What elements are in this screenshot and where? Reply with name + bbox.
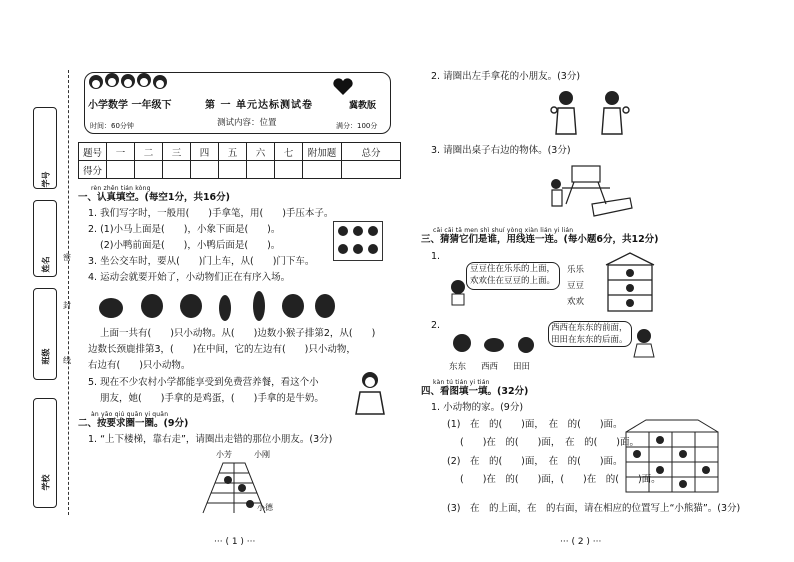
furniture-picture [548,164,634,220]
score-input-cell[interactable] [303,161,342,179]
kids-illustration [86,70,178,100]
score-input-cell[interactable] [163,161,191,179]
side-label-name: 姓名 [41,256,51,273]
binding-char-feng: 封 [63,301,71,310]
sec1-q2a: 2. (1)小马上面是( )，小象下面是( )。 [88,224,281,235]
binding-char-xian: 线 [63,356,71,365]
heart-icon [332,78,354,96]
stairs-name-a: 小芳 [216,450,232,459]
full-score: 满分：100分 [336,122,378,130]
sec4-l2: (2) 在 的( )面， 在 的( )面。 [447,456,623,467]
q1-name-doudou: 豆豆 [567,281,585,291]
sec1-q4c: 右边有( )只小动物。 [88,360,191,371]
test-content: 测试内容：位置 [217,118,277,128]
q2-name-tiantian: 田田 [513,362,531,372]
stairs-name-c: 小德 [257,503,273,512]
sec2-q1: 1. “上下楼梯，靠右走”，请圈出走错的那位小朋友。(3分) [88,434,333,445]
sec4-q1: 1. 小动物的家。(9分) [431,402,524,413]
table-cell: 七 [275,143,303,161]
sec1-q4b: 边数长颈鹿排第3，( )在中间，它的左边有( )只小动物， [88,344,356,355]
score-input-cell[interactable] [107,161,135,179]
side-label-school: 学校 [41,474,51,491]
q2-name-xixi: 西西 [481,362,499,372]
sec2-q2: 2. 请圈出左手拿花的小朋友。(3分) [431,71,581,82]
sec3-q2-number: 2. [431,320,441,331]
class-box [33,288,57,380]
table-cell: 得分 [79,161,107,179]
side-label-class: 班级 [41,348,51,365]
binding-strip [0,0,76,562]
animal-grid-picture [333,221,383,261]
exam-title: 第 一 单元达标测试卷 [205,100,313,111]
score-input-cell[interactable] [191,161,219,179]
score-input-cell[interactable] [275,161,303,179]
table-cell: 二 [135,143,163,161]
sec1-pinyin: rèn zhēn tián kòng [91,185,151,192]
sec1-title: 一、认真填空。(每空1分，共16分) [78,192,231,203]
q2-animals-picture [448,329,540,355]
apartment-building-picture [602,251,658,313]
sec1-q1: 1. 我们写字时，一般用( )手拿笔，用( )手压本子。 [88,208,334,219]
score-table-score-row [79,161,401,179]
animal-house-grid [624,418,720,494]
table-cell: 一 [107,143,135,161]
sec1-q3: 3. 坐公交车时，要从( )门上车，从( )门下车。 [88,256,315,267]
bubble2-line1: 西西在东东的前面， [551,323,628,333]
bubble1-line2: 欢欢住在豆豆的上面。 [470,276,556,286]
table-cell: 六 [247,143,275,161]
sec1-q2b: (2)小鸭前面是( )，小鸭后面是( )。 [100,240,281,251]
sec2-title: 二、按要求圈一圈。(9分) [78,418,189,429]
bubble2-line2: 田田在东东的后面。 [551,335,628,345]
table-cell: 附加题 [303,143,342,161]
table-cell: 总分 [342,143,401,161]
time-limit: 时间：60分钟 [90,122,134,130]
edition-label: 冀教版 [349,101,377,111]
sec3-title: 三、猜猜它们是谁，用线连一连。(每小题6分，共12分) [421,234,659,245]
score-input-cell[interactable] [342,161,401,179]
table-cell: 五 [219,143,247,161]
sec4-l1b: ( )在 的( )面， 在 的( )面。 [460,437,639,448]
page-number-2: 2 [577,537,584,547]
table-cell: 题号 [79,143,107,161]
stairs-name-b: 小刚 [254,450,270,459]
sec4-l1: (1) 在 的( )面， 在 的( )面。 [447,419,623,430]
sec4-l3: (3) 在 的上面，在 的右面，请在相应的位置写上“小熊猫”。(3分) [447,503,741,514]
sec4-title: 四、看图填一填。(32分) [421,386,529,397]
table-cell: 三 [163,143,191,161]
girl-with-food-picture [350,370,390,415]
animal-parade-picture [97,288,337,324]
cat-character-picture [446,278,470,306]
score-input-cell[interactable] [219,161,247,179]
q1-name-lele: 乐乐 [567,265,585,275]
q1-name-huanhuan: 欢欢 [567,297,585,307]
sec3-pinyin: cāi cāi tā men shì shuí yòng xiàn lián yi lián [433,227,574,234]
subject-label: 小学数学 一年级下 [88,100,172,111]
page-number-right: ··· ( 2 ) ··· [560,537,602,547]
q2-name-dongdong: 东东 [449,362,467,372]
sec4-pinyin: kàn tú tián yi tián [433,379,490,386]
binding-line [68,70,69,515]
binding-char-mi: 密 [63,253,71,262]
sec1-q5a: 5. 现在不少农村小学都能享受到免费营养餐，看这个小 [88,377,319,388]
score-table [78,142,401,179]
bubble1-line1: 豆豆住在乐乐的上面， [470,264,556,274]
sec1-q5b: 朋友，她( )手拿的是鸡蛋，( )手拿的是牛奶。 [100,393,324,404]
kids-with-flowers-picture [550,88,630,136]
table-cell: 四 [191,143,219,161]
score-table-header-row [79,143,401,161]
sec4-l2b: ( )在 的( )面，( )在 的( )面。 [460,474,661,485]
score-input-cell[interactable] [247,161,275,179]
page-number-1: 1 [231,537,238,547]
score-input-cell[interactable] [135,161,163,179]
school-box [33,398,57,508]
sec2-q3: 3. 请圈出桌子右边的物体。(3分) [431,145,571,156]
side-label-student-id: 学号 [41,171,51,188]
sec3-q1-number: 1. [431,251,441,262]
sec1-q4a: 上面一共有( )只小动物。从( )边数小猴子排第2，从( ) [100,328,376,339]
page-number-left: ··· ( 1 ) ··· [214,537,256,547]
girl-character-picture [632,328,656,358]
sec2-pinyin: àn yāo qiú quān yi quān [91,411,169,418]
sec1-q4: 4. 运动会就要开始了，小动物们正在有序入场。 [88,272,291,283]
